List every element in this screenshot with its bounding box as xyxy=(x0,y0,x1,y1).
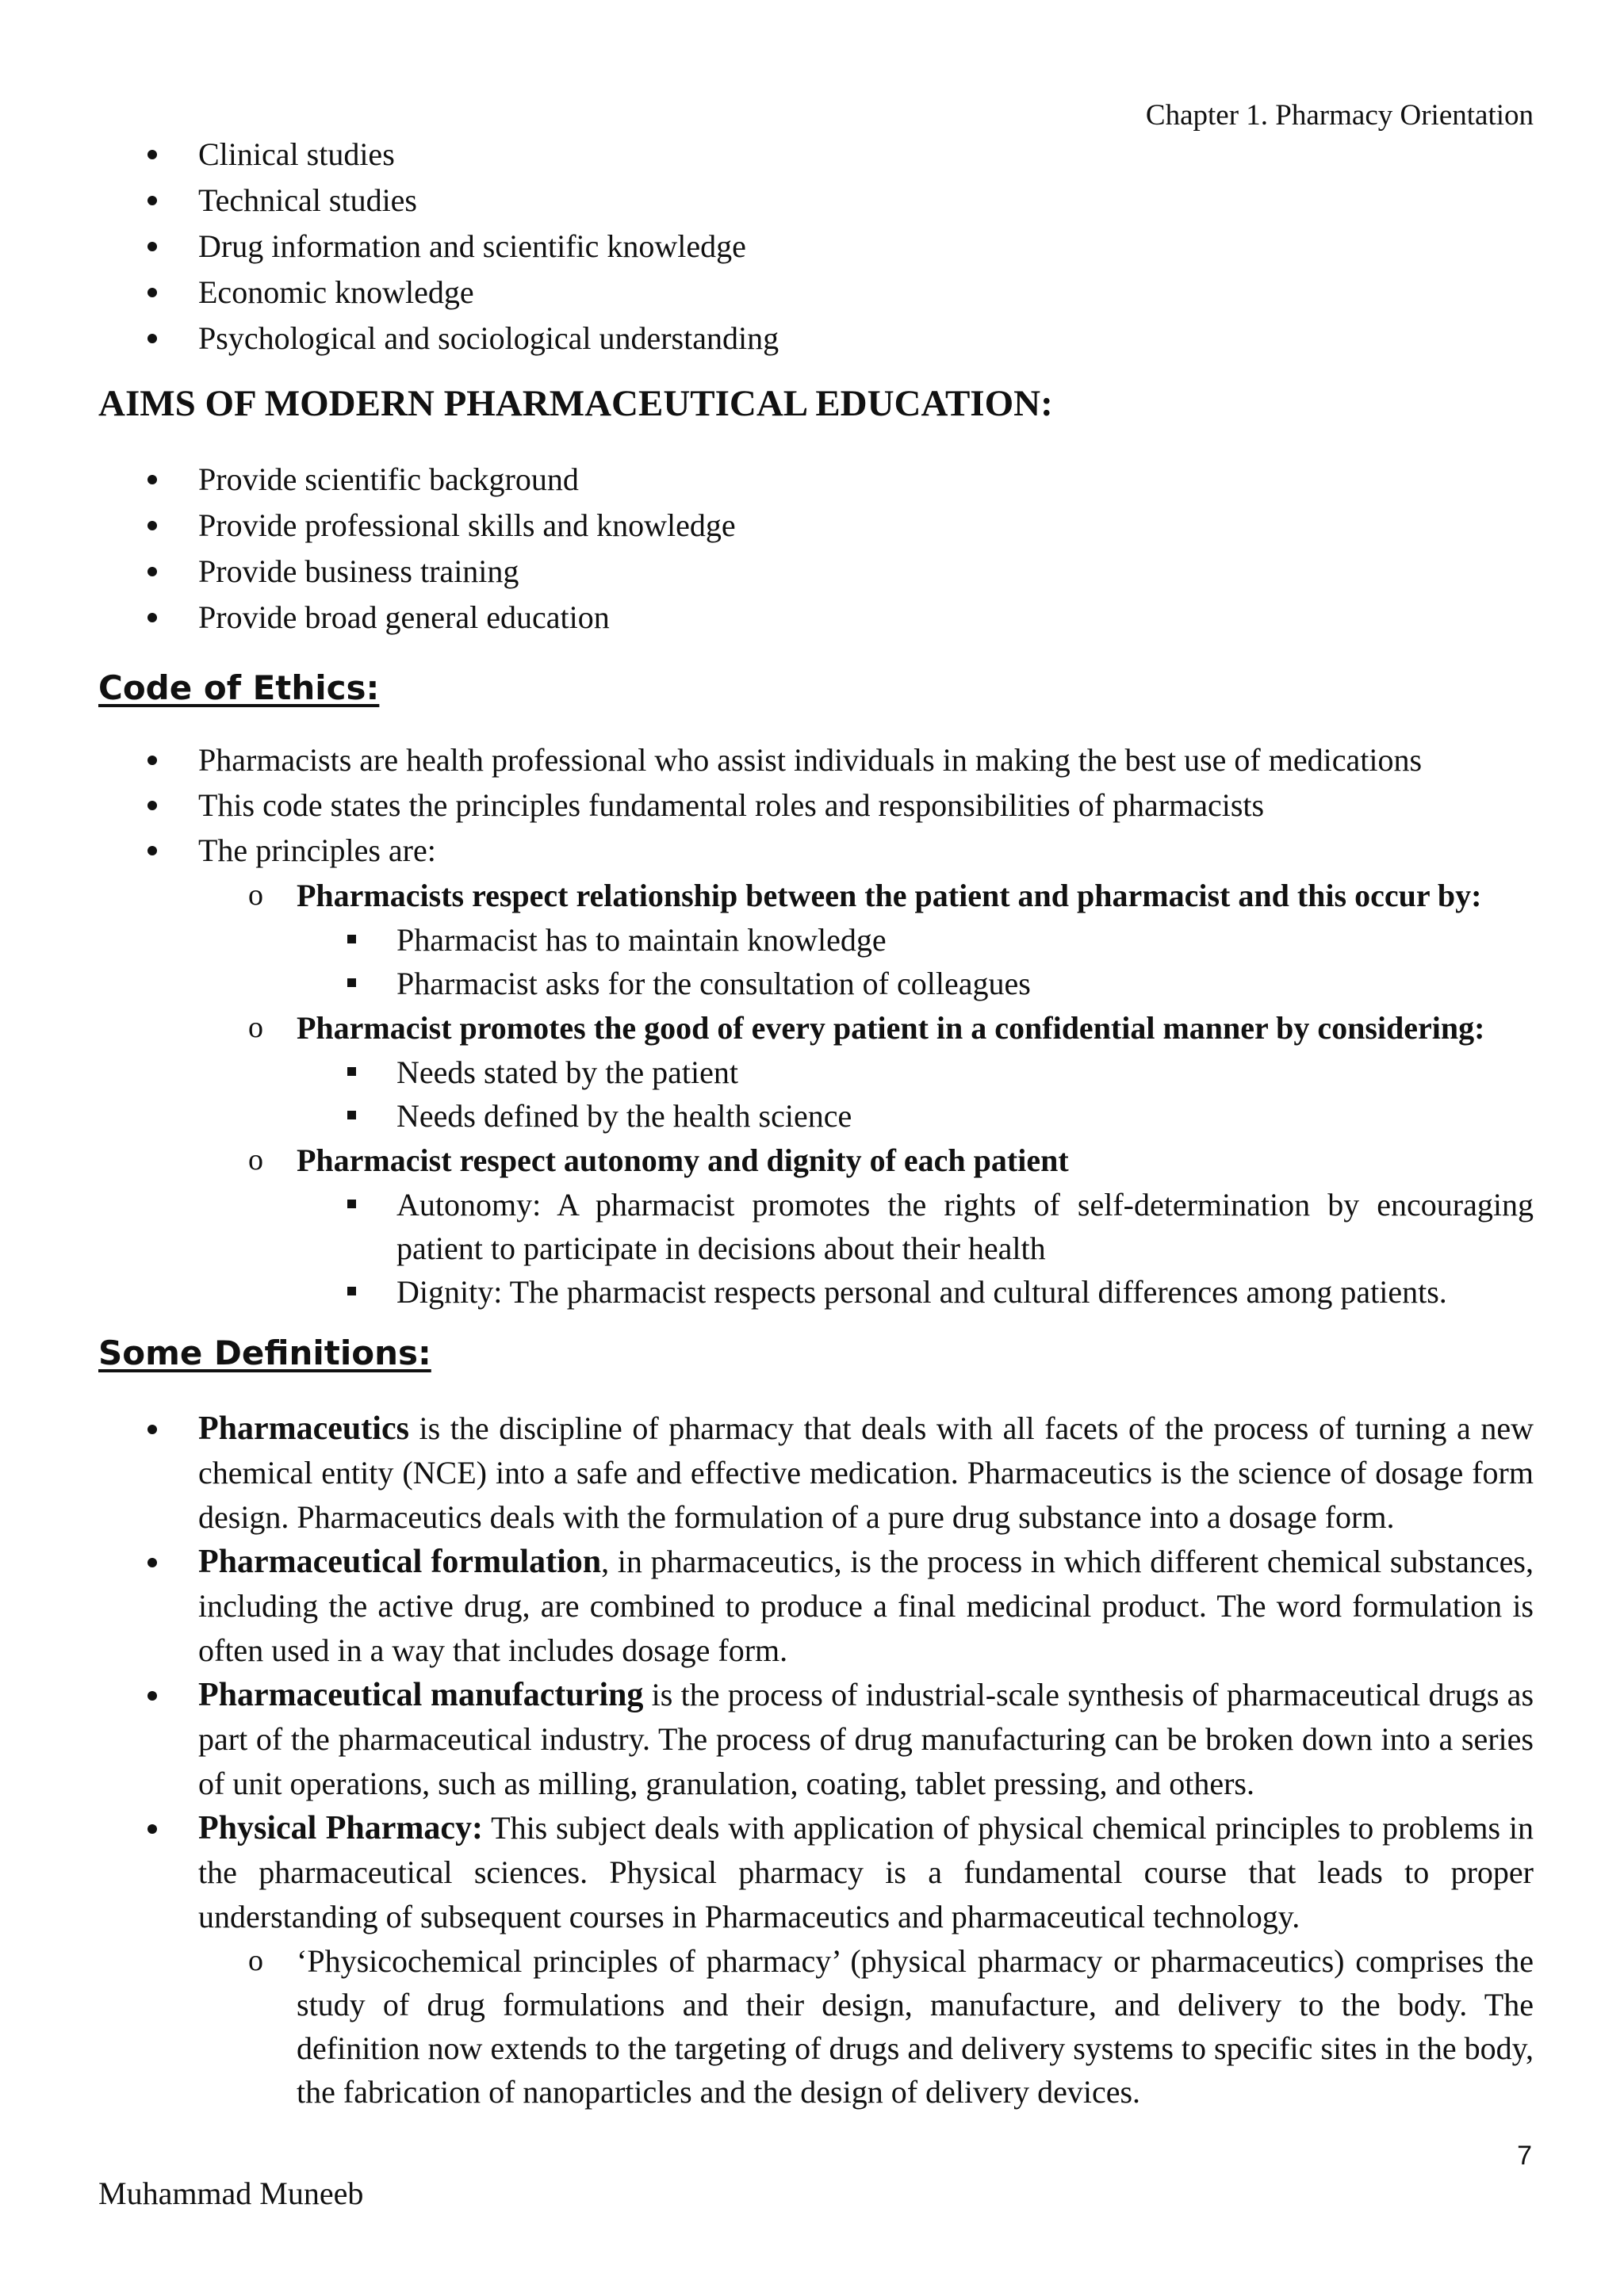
list-item: Economic knowledge xyxy=(98,270,1534,316)
list-item: Provide scientific background xyxy=(98,457,1534,503)
principle-item xyxy=(98,873,1534,1005)
definitions-list xyxy=(98,1406,1534,2114)
definition-text: , in pharmaceutics, is the process in which different chemical substances, including the active drug, are combined to produce a final medicinal product. The word formulation is often used in a way that includes dosage form. xyxy=(198,1544,1534,1668)
list-item: Pharmacists are health professional who assist individuals in making the best use of medications xyxy=(98,737,1534,783)
list-item: Provide business training xyxy=(98,549,1534,595)
definition-term: Pharmaceutics xyxy=(198,1410,409,1447)
list-item: Technical studies xyxy=(98,178,1534,224)
definition-term: Pharmaceutical manufacturing xyxy=(198,1677,644,1713)
ethics-list xyxy=(98,737,1534,1314)
ethics-heading: Code of Ethics: xyxy=(98,668,380,707)
list-item: This code states the principles fundamental roles and responsibilities of pharmacists xyxy=(98,783,1534,828)
definition-text: is the discipline of pharmacy that deals with all facets of the process of turning a new chemical entity (NCE) into a safe and effective medication. Pharmaceutics is the science of dosage form design. Pharmaceutics deals with the formulation of a pure drug substance into a dosage form. xyxy=(198,1410,1534,1535)
aims-list xyxy=(98,457,1534,641)
definition-item xyxy=(98,1540,1534,1673)
definition-text: This subject deals with application of physical chemical principles to problems in the pharmaceutical sciences. Physical pharmacy is a fundamental course that leads to proper understanding of subsequent courses in Pharmaceutics and pharmaceutical technology. xyxy=(198,1810,1534,1934)
definition-text: is the process of industrial-scale synthesis of pharmaceutical drugs as part of the pharmaceutical industry. The process of drug manufacturing can be broken down into a series of unit operations, such as milling, granulation, coating, tablet pressing, and others. xyxy=(198,1677,1534,1801)
list-item: Needs defined by the health science xyxy=(98,1094,1534,1138)
principle-points xyxy=(198,1050,1534,1138)
principle-title: Pharmacist respect autonomy and dignity of each patient xyxy=(297,1142,1069,1178)
physical-pharmacy-detail: ‘Physicochemical principles of pharmacy’ (physical pharmacy or pharmaceutics) comprises the study of drug formulations and their design, manufacture, and delivery to the body. The definition now extends to the targeting of drugs and delivery systems to specific sites in the body, the fabrication of nanoparticles and the design of delivery devices. xyxy=(297,1943,1534,2110)
list-item: Clinical studies xyxy=(98,132,1534,178)
circle-marker-icon: o xyxy=(248,1143,263,1177)
definition-item xyxy=(98,1806,1534,2114)
definitions-heading: Some Definitions: xyxy=(98,1334,431,1372)
principle-item xyxy=(98,1005,1534,1138)
circle-marker-icon: o xyxy=(248,1944,263,1977)
circle-marker-icon: o xyxy=(248,1011,263,1044)
principle-title: Pharmacist promotes the good of every patient in a confidential manner by considering: xyxy=(297,1010,1485,1046)
list-item: Pharmacist asks for the consultation of colleagues xyxy=(98,962,1534,1005)
principle-points xyxy=(198,918,1534,1005)
list-item: Dignity: The pharmacist respects personal and cultural differences among patients. xyxy=(98,1270,1534,1314)
author-footer: Muhammad Muneeb xyxy=(98,2175,364,2211)
definition-term: Pharmaceutical formulation xyxy=(198,1544,602,1580)
circle-marker-icon: o xyxy=(248,878,263,912)
principle-title: Pharmacists respect relationship between the patient and pharmacist and this occur by: xyxy=(297,878,1482,913)
definition-item xyxy=(98,1406,1534,1540)
list-item: Drug information and scientific knowledge xyxy=(98,224,1534,270)
definition-item xyxy=(98,1673,1534,1806)
list-item: Psychological and sociological understanding xyxy=(98,316,1534,362)
definition-term: Physical Pharmacy: xyxy=(198,1810,483,1846)
chapter-header: Chapter 1. Pharmacy Orientation xyxy=(1145,99,1534,132)
physical-pharmacy-sublist xyxy=(198,1939,1534,2114)
principle-points xyxy=(198,1183,1534,1314)
page-number: 7 xyxy=(1517,2141,1532,2171)
principles-list xyxy=(198,873,1534,1314)
list-item: Autonomy: A pharmacist promotes the rights of self-determination by encouraging patient to participate in decisions about their health xyxy=(98,1183,1534,1270)
study-areas-list xyxy=(98,132,1534,362)
aims-heading: AIMS OF MODERN PHARMACEUTICAL EDUCATION: xyxy=(98,383,1053,424)
list-item xyxy=(98,828,1534,1314)
list-item: Provide professional skills and knowledge xyxy=(98,503,1534,549)
list-item: Needs stated by the patient xyxy=(98,1050,1534,1094)
list-item: Provide broad general education xyxy=(98,595,1534,641)
principles-intro: The principles are: xyxy=(198,832,436,868)
principle-item xyxy=(98,1138,1534,1314)
list-item: Pharmacist has to maintain knowledge xyxy=(98,918,1534,962)
list-item xyxy=(98,1939,1534,2114)
